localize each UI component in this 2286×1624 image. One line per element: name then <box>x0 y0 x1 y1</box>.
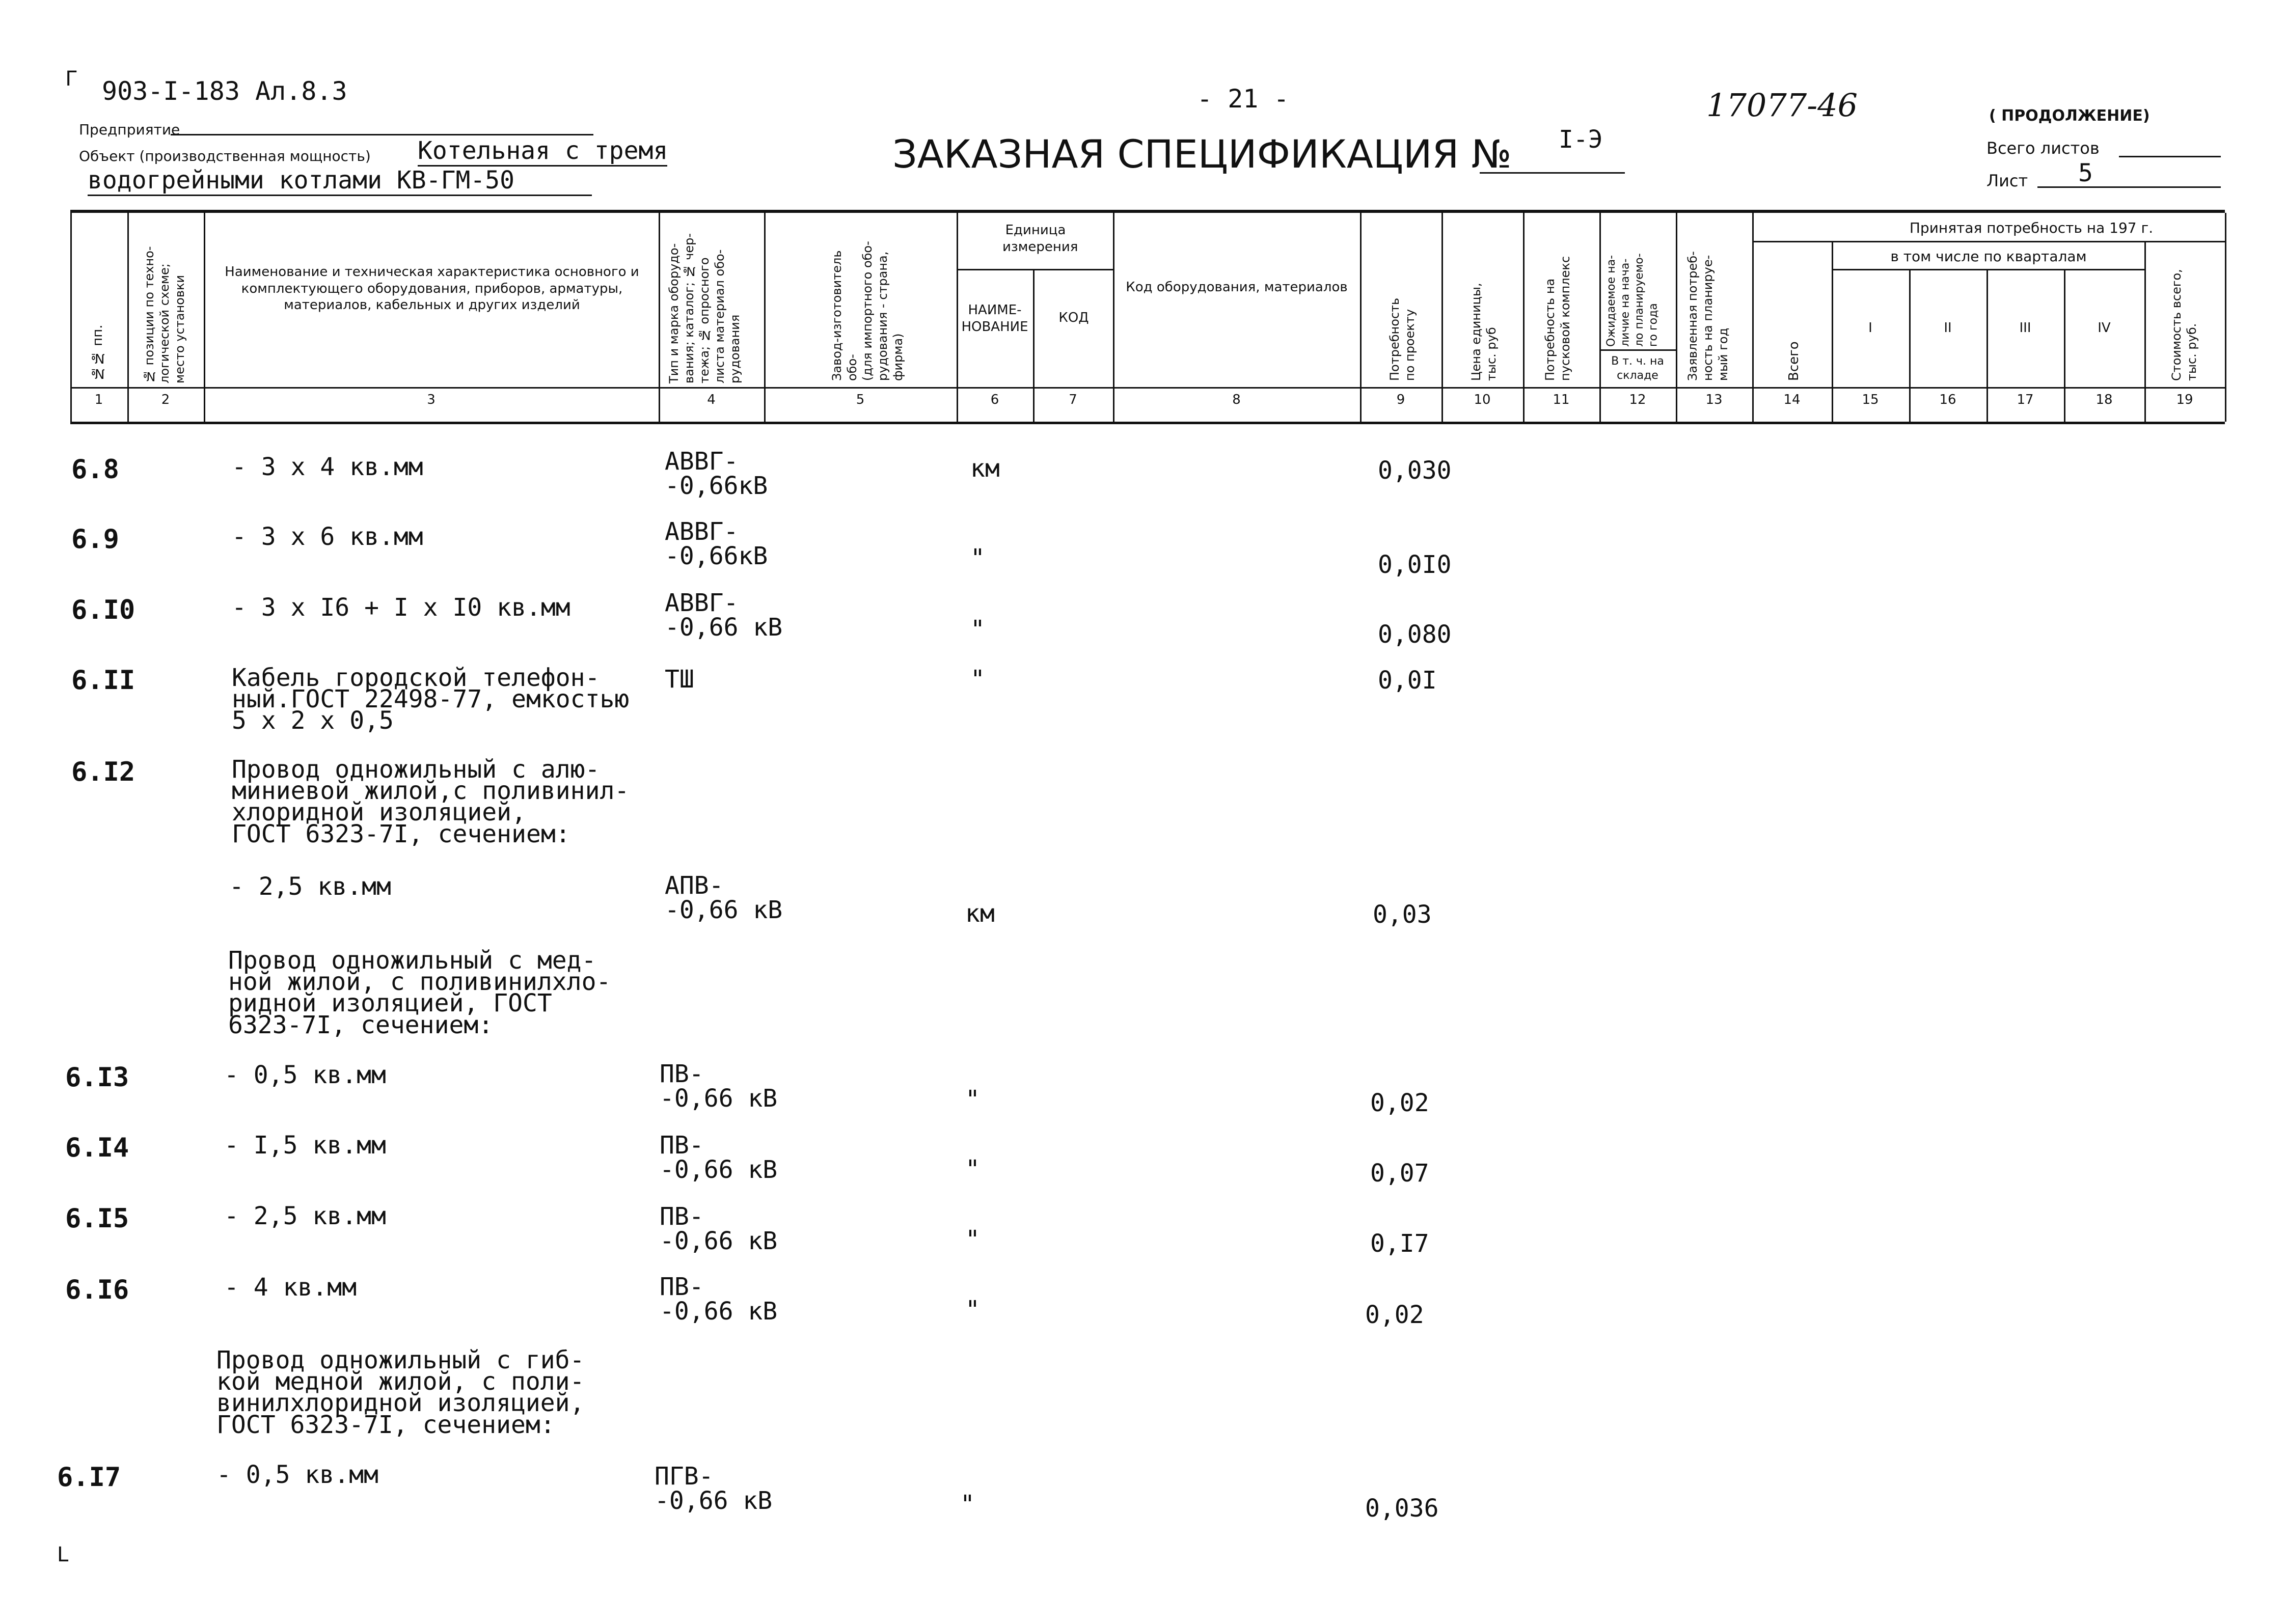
col-number: 18 <box>2096 392 2113 407</box>
col-number: 14 <box>1783 392 1801 407</box>
table-header <box>70 210 2225 422</box>
col-number: 1 <box>94 392 103 407</box>
row-number: 6.9 <box>71 524 119 555</box>
page-number: - 21 - <box>1197 84 1289 114</box>
row-number: 6.I4 <box>65 1133 129 1163</box>
row-unit: " <box>965 1155 980 1183</box>
col-header-4: Тип и марка оборудо- вания; каталог; № чер- тежа; № опросного листа материал обо- рудования <box>667 233 742 383</box>
row-quantity: 0,030 <box>1378 456 1452 485</box>
col-number: 4 <box>707 392 716 407</box>
row-unit: " <box>970 544 985 572</box>
col-number: 16 <box>1939 392 1956 407</box>
row-description: - 0,5 кв.мм <box>216 1461 378 1489</box>
row-type: ПВ- -0,66 кВ <box>660 1202 778 1255</box>
row-quantity: 0,080 <box>1378 620 1452 649</box>
row-quantity: 0,0I <box>1378 666 1437 695</box>
enterprise-label: Предприятие <box>79 121 180 138</box>
col-header-19: Стоимость всего, тыс. руб. <box>2169 269 2199 381</box>
row-quantity: 0,0I0 <box>1378 550 1452 579</box>
col-header-5: Завод-изготовитель обо- (для импортного обо- рудования - страна, фирма) <box>830 241 905 381</box>
row-number: 6.I7 <box>57 1462 121 1493</box>
accepted-group-header: Принятая потребность на 197 г. <box>1909 219 2154 236</box>
sheet-label: Лист <box>1986 171 2028 190</box>
sheet-underline <box>2037 186 2221 188</box>
col-number: 10 <box>1474 392 1491 407</box>
object-value-1: Котельная с тремя <box>418 136 667 167</box>
continuation-label: ( ПРОДОЛЖЕНИЕ) <box>1989 107 2150 125</box>
row-description: Кабель городской телефон- ный.ГОСТ 22498-77, емкостью 5 х 2 х 0,5 <box>232 664 630 735</box>
col-header-11: Потребность на пусковой комплекс <box>1543 256 1572 381</box>
col-number: 12 <box>1629 392 1646 407</box>
col-header-1: №№ пп. <box>90 324 105 381</box>
row-unit: км <box>970 454 1000 483</box>
row-unit: " <box>970 665 985 694</box>
row-number: 6.I5 <box>65 1203 129 1234</box>
row-description: - I,5 кв.мм <box>224 1131 386 1160</box>
enterprise-underline <box>171 134 593 135</box>
col-number: 2 <box>161 392 170 407</box>
row-description: Провод одножильный с алю- миниевой жилой,с поливинил- хлоридной изоляцией, ГОСТ 6323-7I, сечением: <box>232 755 630 848</box>
row-quantity: 0,07 <box>1370 1159 1429 1188</box>
col-header-10: Цена единицы, тыс. руб <box>1469 283 1499 381</box>
col-header-7: КОД <box>1058 310 1089 325</box>
row-description: - 0,5 кв.мм <box>224 1061 386 1089</box>
row-number: 6.I0 <box>71 595 135 625</box>
row-type: АВВГ- -0,66кВ <box>665 517 768 570</box>
row-type: АВВГ- -0,66 кВ <box>665 589 783 642</box>
col-header-17: III <box>2019 320 2031 336</box>
row-quantity: 0,036 <box>1365 1494 1439 1523</box>
col-number: 19 <box>2176 392 2193 407</box>
col-number: 6 <box>990 392 999 407</box>
row-unit: " <box>965 1296 980 1324</box>
col-header-18: IV <box>2098 320 2111 336</box>
col-header-15: I <box>1868 320 1872 336</box>
row-description: - 3 х 6 кв.мм <box>232 522 423 551</box>
row-type: ПГВ- -0,66 кВ <box>655 1462 773 1515</box>
stamp-number: 17077-46 <box>1706 87 1858 124</box>
row-number: 6.II <box>71 665 135 696</box>
col-header-2: № позиции по техно- логической схеме; место установки <box>142 246 187 383</box>
total-sheets-underline <box>2119 156 2221 157</box>
col-header-13: Заявленная потреб- ность на планируе- мый год <box>1685 251 1730 381</box>
col-header-12: Ожидаемое на- личие на нача- ло планируемо- го года <box>1605 253 1660 347</box>
spec-number-underline <box>1480 172 1625 174</box>
row-type: ПВ- -0,66 кВ <box>660 1060 778 1113</box>
col-header-8: Код оборудования, материалов <box>1126 280 1348 295</box>
unit-group-header: Единица измерения <box>1002 223 1078 255</box>
object-value-2: водогрейными котлами КВ-ГМ-50 <box>88 166 592 196</box>
doc-code: 903-I-183 Ал.8.3 <box>102 76 347 106</box>
row-type: АВВГ- -0,66кВ <box>665 447 768 500</box>
col-number: 13 <box>1705 392 1723 407</box>
row-description: - 3 х 4 кв.мм <box>232 453 423 481</box>
row-number: 6.8 <box>71 454 119 485</box>
row-quantity: 0,02 <box>1365 1301 1424 1329</box>
row-quantity: 0,02 <box>1370 1089 1429 1117</box>
row-unit: " <box>970 615 985 644</box>
row-quantity: 0,I7 <box>1370 1229 1429 1258</box>
col-header-14: Всего <box>1786 341 1802 381</box>
sheet-value: 5 <box>2078 159 2093 187</box>
row-number: 6.I3 <box>65 1062 129 1093</box>
object-label: Объект (производственная мощность) <box>79 148 371 164</box>
col-number: 11 <box>1553 392 1570 407</box>
row-number: 6.I6 <box>65 1275 129 1305</box>
col-number: 7 <box>1069 392 1077 407</box>
col-header-12b: В т. ч. на складе <box>1611 355 1664 382</box>
row-quantity: 0,03 <box>1373 900 1432 929</box>
col-number: 9 <box>1396 392 1405 407</box>
row-unit: " <box>965 1225 980 1254</box>
row-type: ПВ- -0,66 кВ <box>660 1273 778 1326</box>
row-description: Провод одножильный с гиб- кой медной жилой, с поли- винилхлоридной изоляцией, ГОСТ 6323-7I, сечением: <box>216 1346 585 1439</box>
row-type: АПВ- -0,66 кВ <box>665 871 783 924</box>
col-number: 15 <box>1862 392 1879 407</box>
total-sheets-label: Всего листов <box>1986 139 2100 158</box>
page-title: ЗАКАЗНАЯ СПЕЦИФИКАЦИЯ № <box>892 131 1512 177</box>
row-description: Провод одножильный с мед- ной жилой, с поливинилхло- ридной изоляцией, ГОСТ 6323-7I, сечением: <box>228 946 611 1039</box>
col-number: 8 <box>1232 392 1241 407</box>
row-description: - 3 х I6 + I х I0 кв.мм <box>232 593 570 622</box>
row-number: 6.I2 <box>71 757 135 787</box>
col-number: 3 <box>427 392 436 407</box>
col-header-16: II <box>1944 320 1952 336</box>
row-description: - 4 кв.мм <box>224 1273 357 1302</box>
quarter-group-header: в том числе по кварталам <box>1890 248 2087 265</box>
row-unit: км <box>965 899 995 928</box>
row-type: ПВ- -0,66 кВ <box>660 1131 778 1184</box>
col-number: 5 <box>856 392 865 407</box>
corner-mark: Г <box>65 67 78 91</box>
row-type: ТШ <box>665 665 694 694</box>
col-number: 17 <box>2017 392 2034 407</box>
footer-mark: L <box>57 1543 69 1566</box>
row-unit: " <box>960 1490 975 1519</box>
row-description: - 2,5 кв.мм <box>224 1202 386 1230</box>
spec-number: I-Э <box>1559 125 1603 154</box>
row-description: - 2,5 кв.мм <box>229 872 391 901</box>
row-unit: " <box>965 1085 980 1114</box>
col-header-9: Потребность по проекту <box>1387 297 1417 381</box>
col-header-6: НАИМЕ-НОВАНИЕ <box>961 302 1028 335</box>
col-header-3: Наименование и техническая характеристика основного и комплектующего оборудования, приборов, арматуры, материалов, кабельных и других изделий <box>225 264 639 313</box>
